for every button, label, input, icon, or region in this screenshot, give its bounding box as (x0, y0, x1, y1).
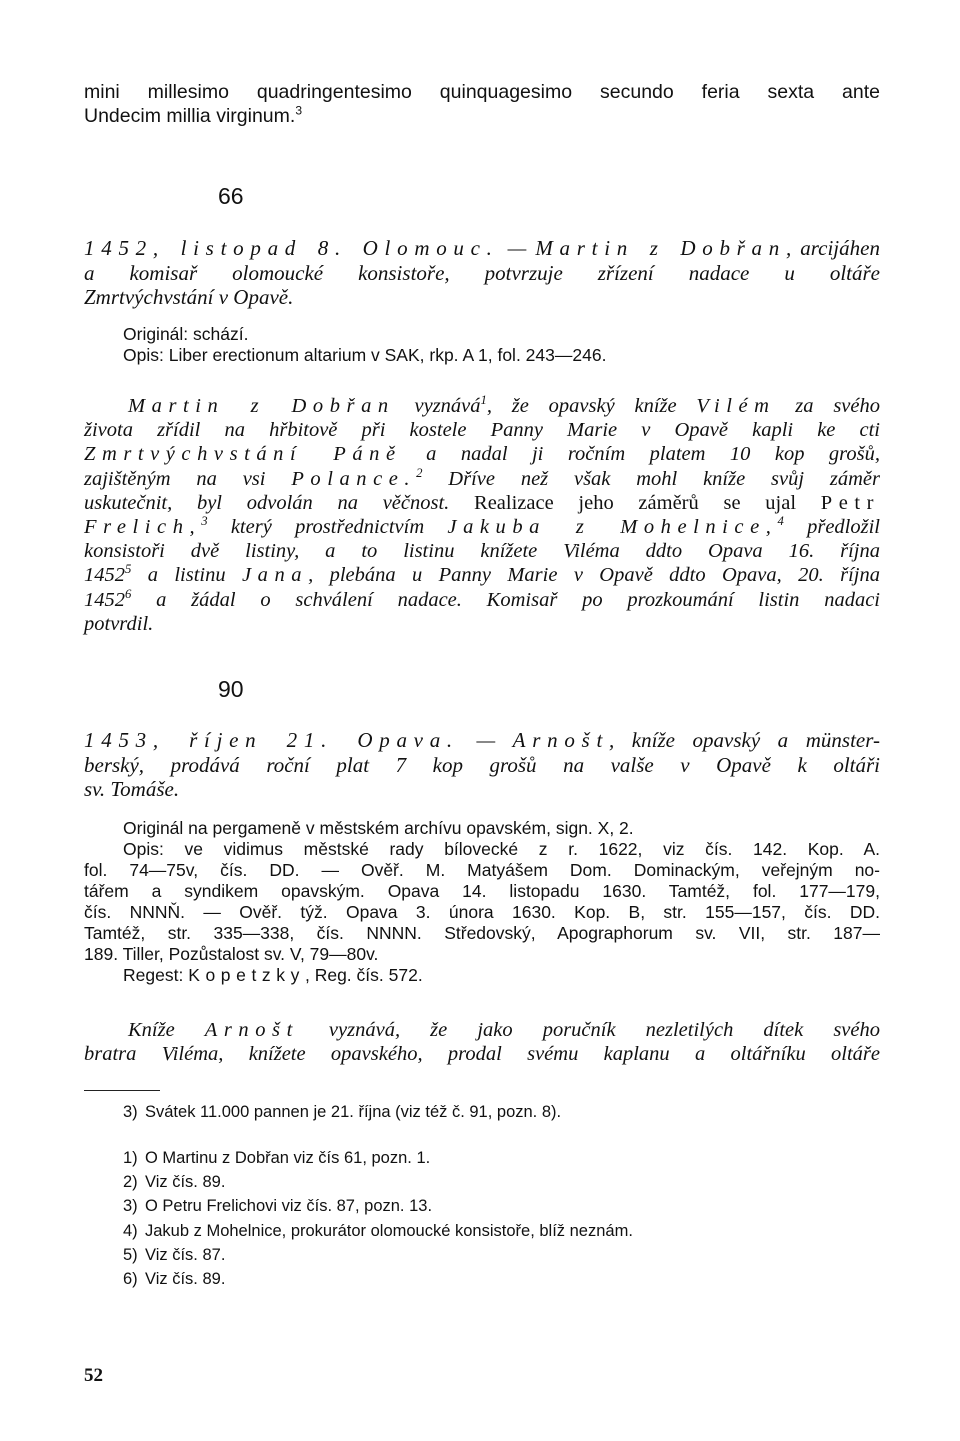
continuation-line-2: Undecim millia virginum.$^3$ (84, 103, 303, 127)
regest-line-4: zajištěným na vsi Polance.$^2$ Dříve než však mohl kníže svůj záměr (84, 465, 880, 490)
regest-text (84, 394, 880, 636)
footnote: 2) Viz čís. 89. (123, 1173, 226, 1192)
regest-line-9: 1452$^6$ a žádal o schválení nadace. Komisař po prozkoumání listin nadaci (84, 586, 880, 611)
source-line-4: tářem a syndikem opavským. Opava 14. listopadu 1630. Tamtéž, fol. 177—179, (84, 881, 880, 901)
regest-line-1: Kníže Arnošt vyznává, že jako poručník nezletilých dítek svého (128, 1019, 881, 1041)
footnote: 4) Jakub z Mohelnice, prokurátor olomoucké konsistoře, blíž neznám. (123, 1221, 633, 1240)
source-line-1: Originál na pergameně v městském archívu opavském, sign. X, 2. (123, 818, 634, 838)
heading-line-3: Zmrtvýchvstání v Opavě. (84, 285, 294, 309)
regest-line-2: bratra Viléma, knížete opavského, prodal svému kaplanu a oltářníku oltáře (84, 1043, 880, 1066)
heading-line-2: berský, prodává roční plat 7 kop grošů na valše v Opavě k oltáři (84, 752, 880, 777)
footnote: 6) Viz čís. 89. (123, 1270, 226, 1289)
footnotes (123, 1146, 880, 1291)
source-notes (123, 324, 880, 366)
source-line-5: čís. NNNŇ. — Ověř. týž. Opava 3. února 1630. Kop. B, str. 155—157, čís. DD. (84, 902, 880, 922)
regest-line-2: života zřídil na hřbitově při kostele Panny Marie v Opavě kapli ke cti (84, 419, 880, 442)
regest-line-5: uskutečnit, byl odvolán na věčnost. Realizace jeho záměrů se ujal Petr (84, 491, 880, 514)
page-number: 52 (84, 1365, 103, 1386)
document-number: 90 (218, 676, 244, 702)
copy-note: Opis: Liber erectionum altarium v SAK, rkp. A 1, fol. 243—246. (123, 345, 607, 365)
source-line-6: Tamtéž, str. 335—338, čís. NNNN. Středovský, Apographorum sv. VII, str. 187— (84, 923, 880, 943)
continuation-line-1: mini millesimo quadringentesimo quinquagesimo secundo feria sexta ante (84, 81, 880, 103)
source-line-2: Opis: ve vidimus městské rady bílovecké z r. 1622, viz čís. 142. Kop. A. (123, 839, 880, 859)
heading-line-1: 1453, říjen 21. Opava. — Arnošt, kníže opavský a münster- (84, 728, 880, 752)
heading-line-3: sv. Tomáše. (84, 777, 180, 801)
regest-line-10: potvrdil. (84, 612, 154, 635)
original-note: Originál: schází. (123, 324, 249, 344)
source-line-3: fol. 74—75v, čís. DD. — Ověř. M. Matyášem Dom. Dominackým, veřejným no- (84, 860, 880, 880)
regest-line-8: 1452$^5$ a listinu Jana, plebána u Panny Marie v Opavě ddto Opava, 20. října (84, 562, 880, 587)
regest-reference: Regest: Kopetzky, Reg. čís. 572. (123, 965, 423, 985)
regest-line-7: konsistoři dvě listiny, a to listinu knížete Viléma ddto Opava 16. října (84, 540, 880, 563)
source-line-7: 189. Tiller, Pozůstalost sv. V, 79—80v. (84, 944, 379, 964)
continuation-text (84, 80, 880, 128)
regest-line-1: Martin z Dobřan vyznává$^1$, že opavský kníže Vilém za svého (128, 393, 881, 417)
footnote-divider (84, 1090, 160, 1091)
footnote: 3) O Petru Frelichovi viz čís. 87, pozn. 13. (123, 1197, 433, 1216)
regest-line-6: Frelich,$^3$ který prostřednictvím Jakuba z Mohelnice,$^4$ předložil (84, 514, 880, 539)
heading-line-1: 1452, listopad 8. Olomouc. — Martin z Dobřan, arcijáhen (84, 236, 880, 260)
footnotes-previous (123, 1100, 880, 1124)
footnote: 1) O Martinu z Dobřan viz čís 61, pozn. 1. (123, 1149, 431, 1167)
document-heading (84, 728, 880, 802)
heading-line-2: a komisař olomoucké konsistoře, potvrzuje zřízení nadace u oltáře (84, 260, 880, 285)
source-notes (84, 818, 880, 986)
footnote: 3) Svátek 11.000 pannen je 21. října (viz též č. 91, pozn. 8). (123, 1103, 562, 1121)
document-number: 66 (218, 183, 244, 209)
footnote: 5) Viz čís. 87. (123, 1245, 226, 1264)
regest-text (84, 1018, 880, 1066)
regest-line-3: Zmrtvýchvstání Páně a nadal ji ročním platem 10 kop grošů, (84, 443, 880, 466)
document-heading (84, 236, 880, 310)
